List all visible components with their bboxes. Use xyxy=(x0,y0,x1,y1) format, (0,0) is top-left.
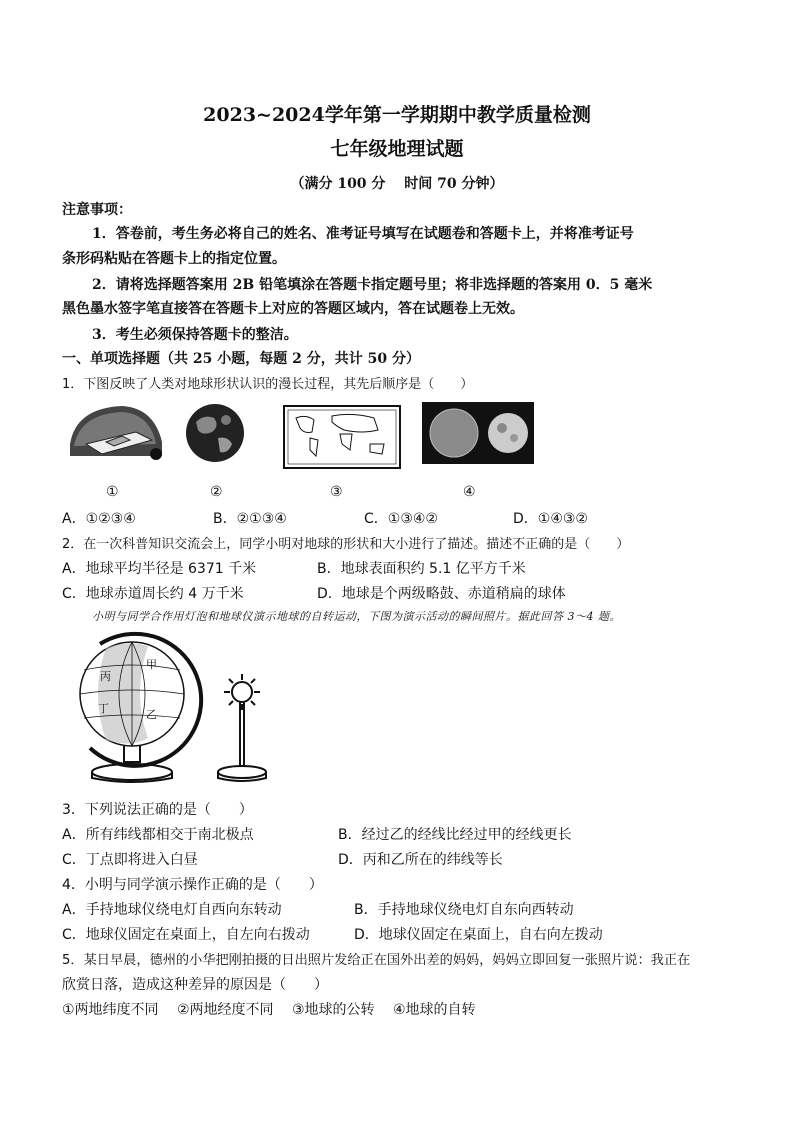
q4-option-c[interactable]: C．地球仪固定在桌面上，自左向右拨动 xyxy=(62,927,310,943)
earth-moon-photo-figure xyxy=(422,402,534,464)
q5-choices: ①两地纬度不同 ②两地经度不同 ③地球的公转 ④地球的自转 xyxy=(62,1002,476,1018)
q1-option-d[interactable]: D．①④③② xyxy=(513,511,588,527)
q1-figure-label-3: ③ xyxy=(330,484,343,500)
notice-item1-line2: 条形码粘贴在答题卡上的指定位置。 xyxy=(62,251,286,267)
q1-stem: 1．下图反映了人类对地球形状认识的漫长过程，其先后顺序是（ ） xyxy=(62,377,474,392)
globe-label-yi: 乙 xyxy=(146,708,157,721)
q5-stem-line1: 5．某日早晨，德州的小华把刚拍摄的日出照片发给正在国外出差的妈妈，妈妈立即回复一张照片说：我正在 xyxy=(62,953,691,968)
q1-figure-label-1: ① xyxy=(106,484,119,500)
q4-option-b[interactable]: B．手持地球仪绕电灯自东向西转动 xyxy=(354,902,574,918)
notice-item3: 3．考生必须保持答题卡的整洁。 xyxy=(92,327,298,343)
q3-option-b[interactable]: B．经过乙的经线比经过甲的经线更长 xyxy=(338,827,572,843)
q2-stem: 2．在一次科普知识交流会上，同学小明对地球的形状和大小进行了描述。描述不正确的是（ ） xyxy=(62,537,630,552)
flat-earth-dome-figure xyxy=(66,402,166,468)
q3-option-d[interactable]: D．丙和乙所在的纬线等长 xyxy=(338,852,503,868)
context-3-4-text: 小明与同学合作用灯泡和地球仪演示地球的自转运动，下图为演示活动的瞬间照片。据此回答 3～4 题。 xyxy=(92,610,621,623)
exam-subtitle: 七年级地理试题 xyxy=(330,138,464,160)
q3-option-c[interactable]: C．丁点即将进入白昼 xyxy=(62,852,198,868)
q4-option-d[interactable]: D．地球仪固定在桌面上，自右向左拨动 xyxy=(354,927,603,943)
q3-option-a[interactable]: A．所有纬线都相交于南北极点 xyxy=(62,827,254,843)
notice-item2-line1: 2．请将选择题答案用 2B 铅笔填涂在答题卡指定题号里；将非选择题的答案用 0．5 毫米 xyxy=(92,277,653,293)
q1-option-c[interactable]: C．①③④② xyxy=(364,511,438,527)
q1-figure-label-4: ④ xyxy=(463,484,476,500)
section1-heading: 一、单项选择题（共 25 小题，每题 2 分，共计 50 分） xyxy=(62,351,420,367)
exam-meta: （满分 100 分 时间 70 分钟） xyxy=(290,176,504,192)
exam-title: 2023~2024学年第一学期期中教学质量检测 xyxy=(203,104,591,126)
q2-option-c[interactable]: C．地球赤道周长约 4 万千米 xyxy=(62,586,244,602)
notice-item1-line1: 1．答卷前，考生务必将自己的姓名、准考证号填写在试题卷和答题卡上，并将准考证号 xyxy=(92,226,634,242)
q2-option-b[interactable]: B．地球表面积约 5.1 亿平方千米 xyxy=(317,561,526,577)
q2-option-a[interactable]: A．地球平均半径是 6371 千米 xyxy=(62,561,257,577)
globe-label-bing: 丙 xyxy=(100,670,111,683)
q4-option-a[interactable]: A．手持地球仪绕电灯自西向东转动 xyxy=(62,902,282,918)
notice-heading: 注意事项： xyxy=(62,202,132,218)
q2-option-d[interactable]: D．地球是个两级略鼓、赤道稍扁的球体 xyxy=(317,586,566,602)
q1-option-a[interactable]: A．①②③④ xyxy=(62,511,136,527)
globe-label-jia: 甲 xyxy=(146,658,157,671)
notice-item2-line2: 黑色墨水签字笔直接答在答题卡上对应的答题区域内，答在试题卷上无效。 xyxy=(62,301,524,317)
earth-globe-figure xyxy=(184,402,246,464)
q4-stem: 4．小明与同学演示操作正确的是（ ） xyxy=(62,877,323,893)
q5-stem-line2: 欣赏日落，造成这种差异的原因是（ ） xyxy=(62,977,328,993)
q3-stem: 3．下列说法正确的是（ ） xyxy=(62,802,253,818)
globe-label-ding: 丁 xyxy=(98,702,109,715)
q1-figure-label-2: ② xyxy=(210,484,223,500)
q1-option-b[interactable]: B．②①③④ xyxy=(213,511,287,527)
world-map-figure xyxy=(282,404,402,470)
